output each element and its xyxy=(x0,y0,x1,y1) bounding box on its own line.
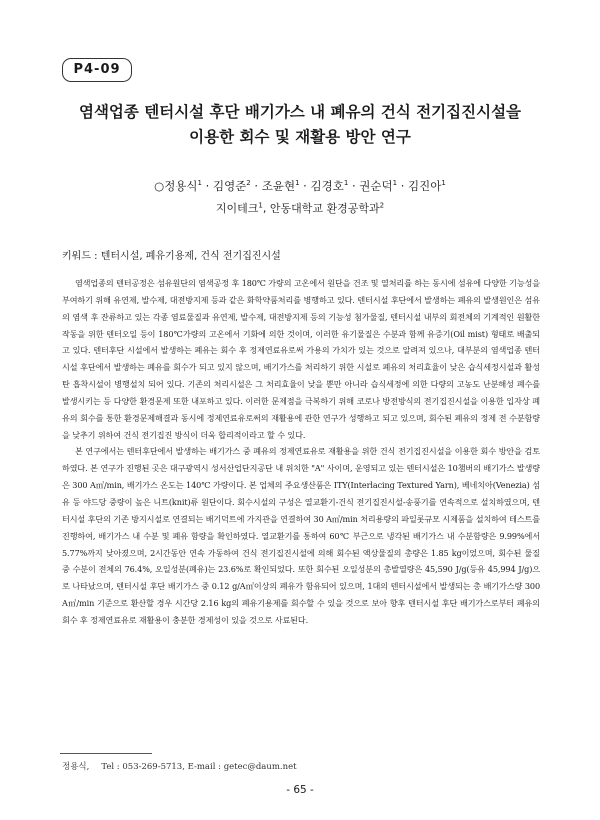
footnote-email-label: E-mail : xyxy=(187,762,224,772)
author-affiliation-mark: 1 xyxy=(343,179,349,188)
page-number: - 65 - xyxy=(286,784,314,796)
author-affiliation-mark: 1 xyxy=(392,179,398,188)
session-code-badge: P4-09 xyxy=(62,58,132,82)
paragraph-2: 본 연구에서는 텐터후단에서 발생하는 배기가스 중 폐유의 정제연료유로 재활용을 위한 건식 전기집진시설을 이용한 회수 방안을 검토하였다. 본 연구가 진행된 곳은 대구광역시 성서산업단지공단 내 위치한 "A" 사이며, 운영되고 있는 텐터시설은 10챔버의 배기가스 발생량은 300 A㎥/min, 배기가스 온도는 140℃ 가량이다. 본 업체의 주요생산품은 ITY(Interlacing Textured Yarn), 베네치아(Venezia) 섬유 등 야드당 중량이 높은 니트(knit)류 원단이다. 회수시설의 구성은 열교환기-건식 전기집진시설-송풍기를 연속적으로 설치하였으며, 텐터시설 후단의 기존 방지시설로 연결되는 배기덕트에 가지관을 연결하여 30 A㎥/min 처리용량의 파일롯규모 시제품을 설치하여 테스트를 진행하여, 배기가스 내 수분 및 폐유 함량을 확인하였다. 열교환기를 통하여 60℃ 부근으로 냉각된 배기가스 내 수분함량은 9.99%에서 5.77%까지 낮아졌으며, 2시간동안 연속 가동하여 건식 전기집진시설에 의해 회수된 액상물질의 총량은 1.85 kg이었으며, 회수된 물질 중 수분이 전체의 76.4%, 오일성분(폐유)는 23.6%로 확인되었다. 또한 회수된 오일성분의 총발열량은 45,590 J/g(등유 45,994 J/g)으로 나타났으며, 텐터시설 후단 배기가스 중 0.12 g/A㎥이상의 폐유가 함유되어 있으며, 1대의 텐터시설에서 발생되는 총 배기가스량 300 A㎥/min 기준으로 환산할 경우 시간당 2.16 kg의 폐유기용제를 회수할 수 있을 것으로 보아 향후 텐터시설 후단 배기가스로부터 폐유의 회수 후 정제연료유로 재활용이 충분한 경제성이 있을 것으로 사료된다. xyxy=(62,446,540,625)
author-name: 조윤현 xyxy=(261,179,296,193)
author-separator: · xyxy=(397,179,409,193)
author-name: 정용식 xyxy=(164,179,198,193)
affiliation-name: 지이테크 xyxy=(215,202,259,215)
keywords xyxy=(62,250,542,264)
footnote-divider xyxy=(60,753,152,754)
footnote-tel: 053-269-5713, xyxy=(122,762,185,772)
author-list xyxy=(40,178,560,194)
keywords-label: 키워드 : xyxy=(62,251,101,262)
author-affiliation-mark: 2 xyxy=(246,179,251,188)
paper-title-line-2: 이용한 회수 및 재활용 방안 연구 xyxy=(189,128,411,146)
abstract-body xyxy=(62,275,540,629)
author-separator: · xyxy=(250,179,262,193)
affiliation-list xyxy=(40,201,560,217)
affiliation-name: 안동대학교 환경공학과 xyxy=(269,202,380,215)
paper-title xyxy=(40,100,560,150)
author-separator: · xyxy=(299,179,311,193)
footnote-tel-label: Tel : xyxy=(101,762,123,772)
author-separator: · xyxy=(202,179,213,193)
paper-title-line-1: 염색업종 텐터시설 후단 배기가스 내 폐유의 건식 전기집진시설을 xyxy=(78,103,522,121)
footnote-email: getec@daum.net xyxy=(223,762,297,772)
author-name: 권순덕 xyxy=(359,179,393,193)
affiliation-separator: , xyxy=(262,202,270,215)
author-affiliation-mark: 1 xyxy=(441,179,446,188)
author-name: 김진아 xyxy=(408,179,442,193)
footnote-author: 정용식, xyxy=(62,762,90,772)
presenter-mark: ○ xyxy=(154,179,165,193)
author-separator: · xyxy=(348,179,360,193)
affiliation-mark: 2 xyxy=(379,201,385,210)
paragraph-1: 염색업종의 텐터공정은 섬유원단의 염색공정 후 180℃ 가량의 고온에서 원단을 건조 및 열처리를 하는 동시에 섬유에 다양한 기능성을 부여하기 위해 유연제, 발수제, 대전방지제 등과 같은 화학약품처리를 병행하고 있다. 텐터시설 후단에서 발생하는 폐유의 발생원인은 섬유의 염색 후 잔류하고 있는 각종 염료물질과 유연제, 발수제, 대전방지제 등의 기능성 첨가물질, 텐터시설 내부의 회전체의 기계적인 원활한 작동을 위한 텐터오일 등이 180℃가량의 고온에서 기화에 의한 것이며, 이러한 유기물질은 수분과 함께 유증기(Oil mist) 형태로 배출되고 있다. 텐터후단 시설에서 발생하는 폐유는 회수 후 정제연료유로써 가용의 가치가 있는 것으로 알려져 있으나, 대부분의 염색업종 텐터시설 후단에서 발생하는 폐유를 회수가 되고 있지 않으며, 배기가스를 처리하기 위한 시설로 폐유의 처리효율이 낮은 습식세정시설과 활성탄 흡착시설이 병행설치 되어 있다. 기존의 처리시설은 그 처리효율이 낮을 뿐만 아니라 습식세정에 의한 다량의 고농도 난분해성 폐수를 발생시키는 등 다양한 환경문제 또한 내포하고 있다. 이러한 문제점을 극복하기 위해 코로나 방전방식의 전기집진시설을 이용한 입자상 폐유의 회수를 통한 환경문제해결과 동시에 정제연료유로써의 재활용에 관한 연구가 성행하고 되고 있으며, 회수된 폐유의 정제 전 수분함량을 낮추기 위하여 건식 전기집진 방식이 더욱 합리적이라고 할 수 있다. xyxy=(62,278,540,440)
keywords-text: 텐터시설, 폐유기용제, 건식 전기집진시설 xyxy=(100,251,281,262)
author-name: 김영준 xyxy=(212,179,247,193)
author-affiliation-mark: 1 xyxy=(197,179,202,188)
author-affiliation-mark: 1 xyxy=(295,179,300,188)
corresponding-author-footnote xyxy=(62,761,297,773)
author-name: 김경호 xyxy=(310,179,344,193)
affiliation-mark: 1 xyxy=(258,201,263,210)
